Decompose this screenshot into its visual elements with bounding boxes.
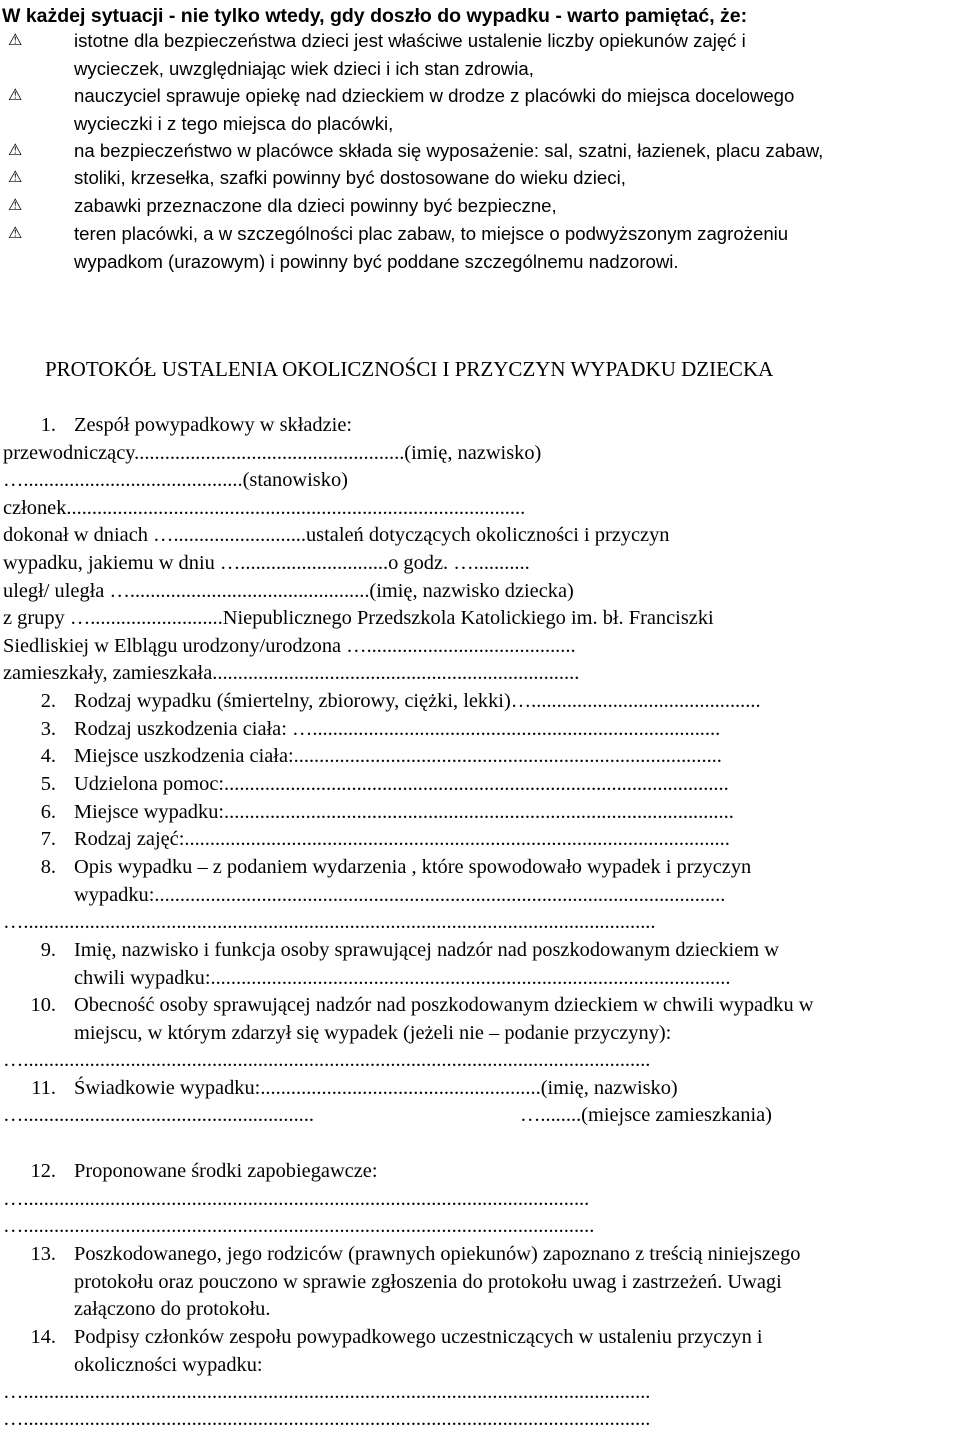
- item-number: 3.: [40, 718, 56, 740]
- numbered-item-8: [0, 854, 958, 909]
- form-line: …............................................................................................................................: [3, 911, 656, 933]
- numbered-item-6: [0, 799, 958, 827]
- item-number: 13.: [30, 1243, 56, 1265]
- bullet-item: [8, 220, 948, 275]
- bullet-text: istotne dla bezpieczeństwa dzieci jest właściwe ustalenie liczby opiekunów zajęć i: [74, 30, 746, 51]
- bullet-item: [8, 82, 948, 137]
- item-number: 10.: [30, 994, 56, 1016]
- form-line: zamieszkały, zamieszkała........................................................................: [3, 662, 580, 684]
- bullet-text-continued: wycieczek, uwzględniając wiek dzieci i ich stan zdrowia,: [74, 57, 534, 79]
- item-text: Rodzaj zajęć:...........................................................................................................: [74, 828, 730, 850]
- item-number: 5.: [40, 773, 56, 795]
- numbered-item-7: [0, 826, 958, 854]
- numbered-item-11: [0, 1075, 958, 1103]
- form-line: …...........................................................................................................................: [3, 1381, 651, 1403]
- item-number: 1.: [40, 414, 56, 436]
- numbered-item-13: [0, 1241, 958, 1324]
- numbered-item-5: [0, 771, 958, 799]
- form-line: …........(miejsce zamieszkania): [520, 1104, 772, 1126]
- item-number: 2.: [40, 690, 56, 712]
- item-text: Zespół powypadkowy w składzie:: [74, 414, 353, 436]
- warning-icon: ⚠: [8, 197, 23, 214]
- warning-icon: ⚠: [8, 87, 23, 104]
- bullet-text: nauczyciel sprawuje opiekę nad dzieckiem w drodze z placówki do miejsca docelowego: [74, 85, 795, 106]
- warning-icon: ⚠: [8, 169, 23, 186]
- numbered-item-9: [0, 937, 958, 992]
- item-text: Imię, nazwisko i funkcja osoby sprawującej nadzór nad poszkodowanym dzieckiem w: [74, 939, 779, 961]
- form-line: Siedliskiej w Elblągu urodzony/urodzona ….........................................: [3, 635, 576, 657]
- numbered-item-1: [0, 412, 958, 440]
- bullet-text-continued: wycieczki i z tego miejsca do placówki,: [74, 112, 394, 134]
- numbered-item-10: [0, 992, 958, 1047]
- item-number: 8.: [40, 856, 56, 878]
- bullet-text: na bezpieczeństwo w placówce składa się wyposażenie: sal, szatni, łazienek, placu zabaw,: [74, 140, 824, 161]
- bullet-item: [8, 137, 948, 165]
- item-text: Miejsce uszkodzenia ciała:....................................................................................: [74, 745, 722, 767]
- item-text-continued: okoliczności wypadku:: [74, 1353, 263, 1376]
- form-line: ….........................................................: [3, 1104, 314, 1126]
- form-line: …...........................................................................................................................: [3, 1408, 651, 1430]
- form-line: …...............................................................................................................: [3, 1188, 590, 1210]
- protocol-title: PROTOKÓŁ USTALENIA OKOLICZNOŚCI I PRZYCZYN WYPADKU DZIECKA: [45, 357, 774, 381]
- warning-icon: ⚠: [8, 225, 23, 242]
- form-line: przewodniczący.....................................................(imię, nazwisko): [3, 442, 542, 464]
- item-text: Udzielona pomoc:...................................................................................................: [74, 773, 729, 795]
- bullet-text-continued: wypadkom (urazowym) i powinny być poddane szczególnemu nadzorowi.: [74, 250, 679, 272]
- item-text: Rodzaj wypadku (śmiertelny, zbiorowy, ciężki, lekki)….............................................: [74, 690, 761, 712]
- bullet-text: teren placówki, a w szczególności plac zabaw, to miejsce o podwyższonym zagrożeniu: [74, 223, 789, 244]
- form-line: członek..........................................................................................: [3, 497, 526, 519]
- form-line: dokonał w dniach …..........................ustaleń dotyczących okoliczności i przyczyn: [3, 524, 670, 546]
- item-number: 6.: [40, 801, 56, 823]
- numbered-item-12: [0, 1158, 958, 1186]
- numbered-item-2: [0, 688, 958, 716]
- item-text: Poszkodowanego, jego rodziców (prawnych opiekunów) zapoznano z treścią niniejszego: [74, 1243, 801, 1265]
- item-number: 9.: [40, 939, 56, 961]
- item-text-continued: chwili wypadku:......................................................................................................: [74, 966, 731, 989]
- form-line: uległ/ uległa …...............................................(imię, nazwisko dziecka): [3, 580, 574, 602]
- item-text: Proponowane środki zapobiegawcze:: [74, 1160, 378, 1182]
- bullet-item: [8, 192, 948, 220]
- item-text: Opis wypadku – z podaniem wydarzenia , które spowodowało wypadek i przyczyn: [74, 856, 752, 878]
- item-text: Obecność osoby sprawującej nadzór nad poszkodowanym dzieckiem w chwili wypadku w: [74, 994, 814, 1016]
- item-number: 14.: [30, 1326, 56, 1348]
- item-text-continued: załączono do protokołu.: [74, 1298, 271, 1320]
- numbered-item-14: [0, 1324, 958, 1379]
- bullet-item: [8, 27, 948, 82]
- form-line: …................................................................................................................: [3, 1215, 595, 1237]
- item-text-continued: wypadku:................................................................................................................: [74, 883, 726, 906]
- form-line: …...........................................................................................................................: [3, 1049, 651, 1071]
- item-text: Rodzaj uszkodzenia ciała: …................................................................................: [74, 718, 721, 740]
- warning-icon: ⚠: [8, 142, 23, 159]
- form-line: …...........................................(stanowisko): [3, 469, 348, 491]
- item-number: 7.: [40, 828, 56, 850]
- item-number: 12.: [30, 1160, 56, 1182]
- bullet-text: stoliki, krzesełka, szafki powinny być dostosowane do wieku dzieci,: [74, 167, 626, 188]
- item-text-continued: miejscu, w którym zdarzył się wypadek (jeżeli nie – podanie przyczyny):: [74, 1021, 672, 1044]
- bullet-item: [8, 164, 948, 192]
- item-text-continued: protokołu oraz pouczono w sprawie zgłoszenia do protokołu uwag i zastrzeżeń. Uwagi: [74, 1270, 782, 1293]
- bullet-text: zabawki przeznaczone dla dzieci powinny być bezpieczne,: [74, 195, 557, 216]
- item-text: Świadkowie wypadku:.......................................................(imię, nazwisko): [74, 1077, 678, 1099]
- item-text: Miejsce wypadku:....................................................................................................: [74, 801, 734, 823]
- numbered-item-3: [0, 716, 958, 744]
- warning-icon: ⚠: [8, 32, 23, 49]
- intro-heading: W każdej sytuacji - nie tylko wtedy, gdy doszło do wypadku - warto pamiętać, że:: [2, 5, 748, 27]
- numbered-item-4: [0, 743, 958, 771]
- item-number: 11.: [31, 1077, 56, 1099]
- item-text: Podpisy członków zespołu powypadkowego uczestniczących w ustaleniu przyczyn i: [74, 1326, 763, 1348]
- form-line: wypadku, jakiemu w dniu ….............................o godz. …...........: [3, 552, 530, 574]
- item-number: 4.: [40, 745, 56, 767]
- form-line: z grupy …..........................Niepublicznego Przedszkola Katolickiego im. bł. Franciszki: [3, 607, 714, 629]
